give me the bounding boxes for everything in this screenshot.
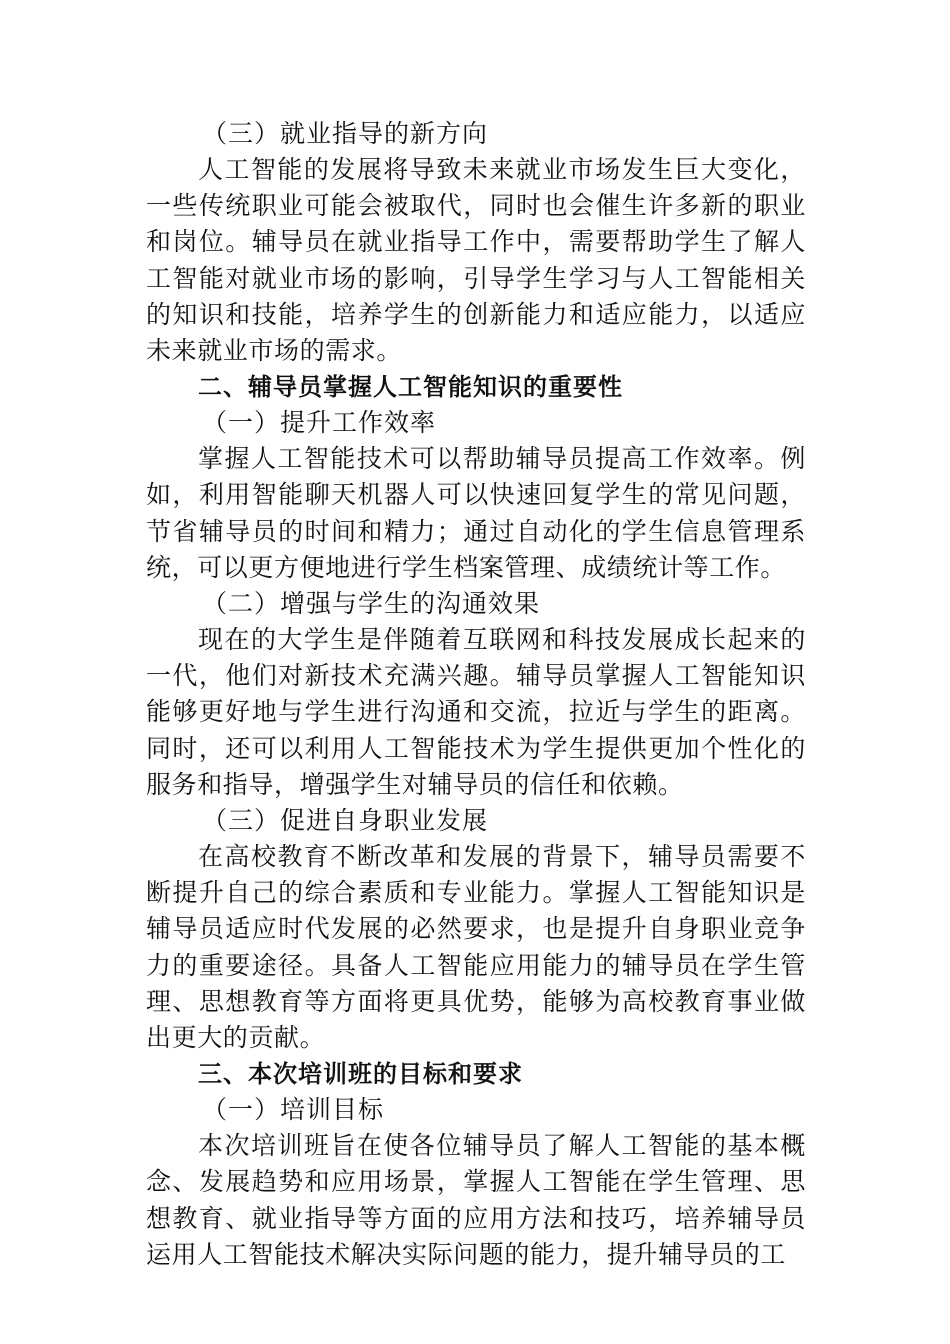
document-body bbox=[146, 116, 806, 1273]
paragraph-employment-guidance: 人工智能的发展将导致未来就业市场发生巨大变化，一些传统职业可能会被取代，同时也会催生许多新的职业和岗位。辅导员在就业指导工作中，需要帮助学生了解人工智能对就业市场的影响，引导学生学习与人工智能相关的知识和技能，培养学生的创新能力和适应能力，以适应未来就业市场的需求。 bbox=[146, 155, 806, 366]
subheading-employment-guidance: （三）就业指导的新方向 bbox=[202, 119, 489, 148]
paragraph-career-development: 在高校教育不断改革和发展的背景下，辅导员需要不断提升自己的综合素质和专业能力。掌握人工智能知识是辅导员适应时代发展的必然要求，也是提升自身职业竞争力的重要途径。具备人工智能应用能力的辅导员在学生管理、思想教育等方面将更具优势，能够为高校教育事业做出更大的贡献。 bbox=[146, 842, 806, 1053]
paragraph-training-goals: 本次培训班旨在使各位辅导员了解人工智能的基本概念、发展趋势和应用场景，掌握人工智能在学生管理、思想教育、就业指导等方面的应用方法和技巧，培养辅导员运用人工智能技术解决实际问题的能力，提升辅导员的工 bbox=[146, 1131, 806, 1269]
paragraph-communication: 现在的大学生是伴随着互联网和科技发展成长起来的一代，他们对新技术充满兴趣。辅导员掌握人工智能知识能够更好地与学生进行沟通和交流，拉近与学生的距离。同时，还可以利用人工智能技术为学生提供更加个性化的服务和指导，增强学生对辅导员的信任和依赖。 bbox=[146, 625, 806, 799]
section-heading-importance: 二、辅导员掌握人工智能知识的重要性 bbox=[198, 373, 623, 402]
subheading-training-goals: （一）培训目标 bbox=[202, 1095, 385, 1125]
subheading-work-efficiency: （一）提升工作效率 bbox=[202, 408, 437, 438]
subheading-communication: （二）增强与学生的沟通效果 bbox=[202, 589, 541, 619]
section-heading-goals: 三、本次培训班的目标和要求 bbox=[198, 1060, 523, 1089]
paragraph-work-efficiency: 掌握人工智能技术可以帮助辅导员提高工作效率。例如，利用智能聊天机器人可以快速回复学生的常见问题，节省辅导员的时间和精力；通过自动化的学生信息管理系统，可以更方便地进行学生档案管理、成绩统计等工作。 bbox=[146, 444, 806, 582]
subheading-career-development: （三）促进自身职业发展 bbox=[202, 806, 489, 836]
